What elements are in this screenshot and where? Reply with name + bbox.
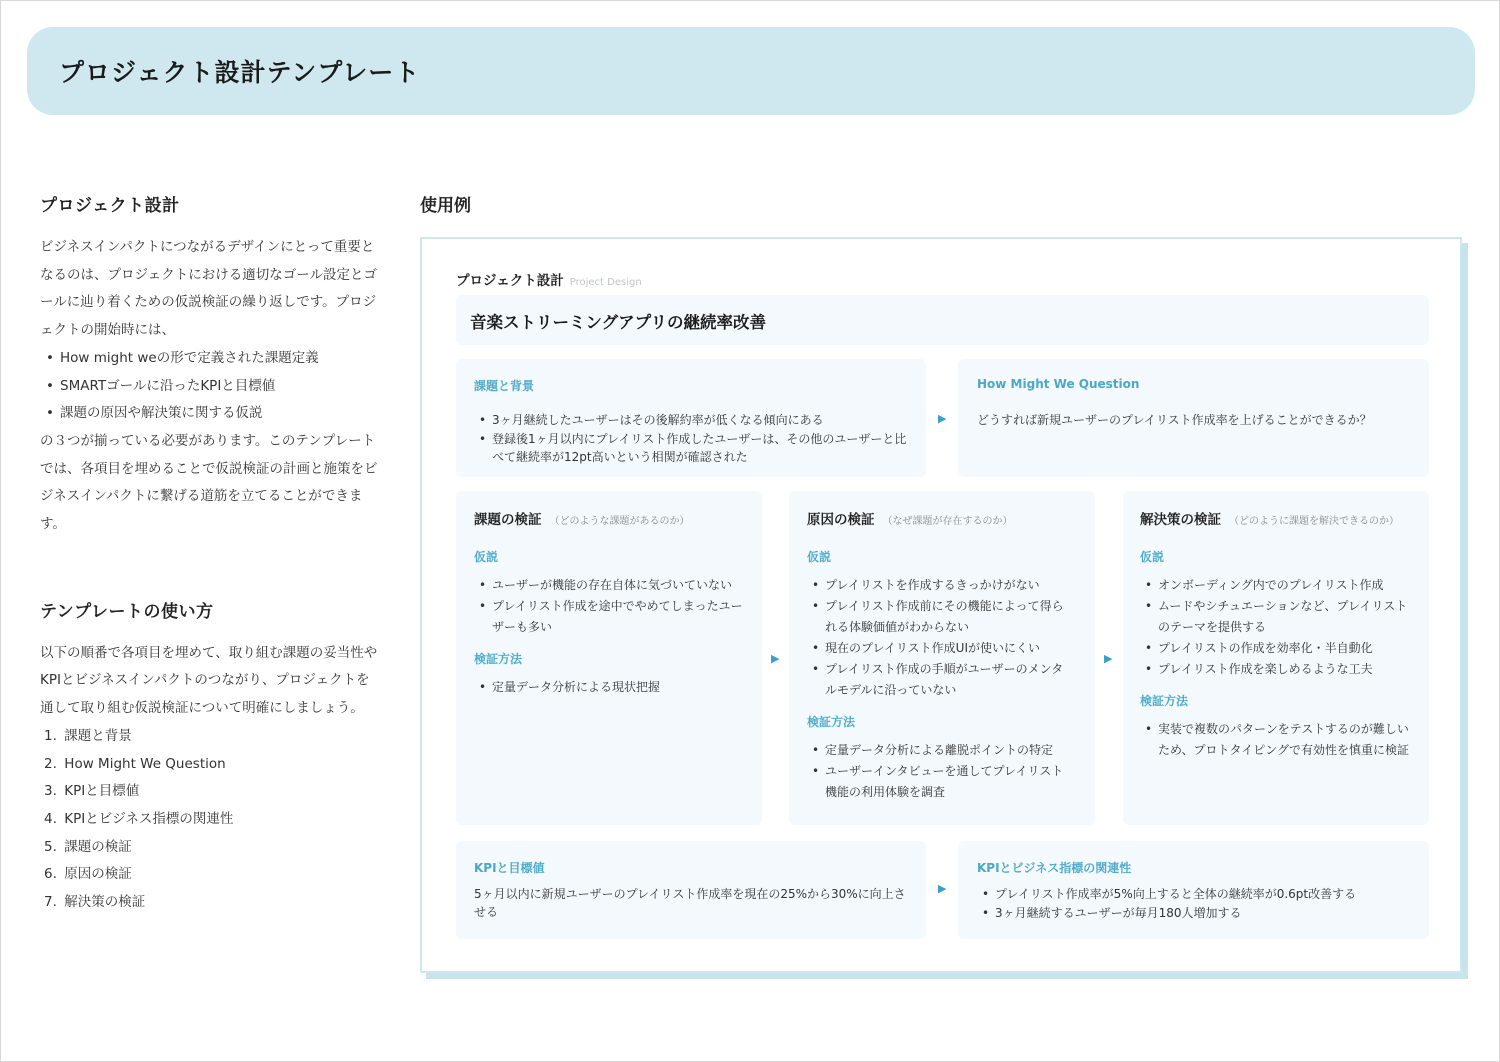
background-label: 課題と背景 xyxy=(474,379,535,393)
kpi-business-label: KPIとビジネス指標の関連性 xyxy=(977,861,1132,875)
problem-box xyxy=(456,491,762,825)
list-item: • 現在のプレイリスト作成UIが使いにくい xyxy=(807,638,1075,659)
step-item: 7. 解決策の検証 xyxy=(44,894,146,911)
solution-title: 解決策の検証 （どのように課題を解決できるのか） xyxy=(1140,512,1399,528)
card-title-ja: プロジェクト設計 xyxy=(456,273,564,289)
list-item: • オンボーディング内でのプレイリスト作成 xyxy=(1140,575,1410,596)
problem-method-list xyxy=(474,677,746,698)
step-item: 6. 原因の検証 xyxy=(44,866,132,883)
kpi-text: 5ヶ月以内に新規ユーザーのプレイリスト作成率を現在の25%から30%に向上させる xyxy=(474,887,906,919)
section-title-project-design: プロジェクト設計 xyxy=(40,196,180,216)
list-item: • 定量データ分析による離脱ポイントの特定 xyxy=(807,740,1075,761)
kpi-box xyxy=(456,841,926,939)
list-item: • プレイリスト作成を途中でやめてしまったユーザーも多い xyxy=(474,596,746,638)
list-item: • ユーザーが機能の存在自体に気づいていない xyxy=(474,575,746,596)
list-item: • プレイリストを作成するきっかけがない xyxy=(807,575,1075,596)
solution-method-label: 検証方法 xyxy=(1140,694,1189,708)
step-item: 4. KPIとビジネス指標の関連性 xyxy=(44,810,234,827)
hmw-label: How Might We Question xyxy=(977,377,1140,391)
solution-method-list xyxy=(1140,719,1410,761)
description-column xyxy=(40,191,380,917)
list-item: • How might weの形で定義された課題定義 xyxy=(40,345,380,373)
list-item: • プレイリスト作成の手順がユーザーのメンタルモデルに沿っていない xyxy=(807,659,1075,701)
list-item: • ムードやシチュエーションなど、プレイリストのテーマを提供する xyxy=(1140,596,1410,638)
cause-box xyxy=(789,491,1095,825)
cause-hypothesis-list xyxy=(807,575,1075,701)
list-item: • 3ヶ月継続するユーザーが毎月180人増加する xyxy=(977,904,1417,923)
arrow-right-icon: ▶ xyxy=(938,882,947,895)
list-item: • プレイリストの作成を効率化・半自動化 xyxy=(1140,638,1410,659)
steps-list xyxy=(40,723,380,917)
step-item: 3. KPIと目標値 xyxy=(44,783,140,800)
problem-hypothesis-list xyxy=(474,575,746,638)
step-item: 1. 課題と背景 xyxy=(44,727,132,744)
list-item: • ユーザーインタビューを通してプレイリスト機能の利用体験を調査 xyxy=(807,761,1075,803)
background-box xyxy=(456,359,926,477)
list-item: • 課題の原因や解決策に関する仮説 xyxy=(40,400,380,428)
howto-text: 以下の順番で各項目を埋めて、取り組む課題の妥当性やKPIとビジネスインパクトのつながり、プロジェクトを通して取り組む仮説検証について明確にしましょう。 xyxy=(40,644,378,717)
solution-box xyxy=(1123,491,1429,825)
arrow-right-icon: ▶ xyxy=(938,412,947,425)
cause-title: 原因の検証 （なぜ課題が存在するのか） xyxy=(807,512,1013,528)
step-item: 5. 課題の検証 xyxy=(44,838,132,855)
section-title-example: 使用例 xyxy=(420,196,471,216)
cause-method-label: 検証方法 xyxy=(807,715,856,729)
page-title: プロジェクト設計テンプレート xyxy=(59,58,421,87)
list-item: • プレイリスト作成を楽しめるような工夫 xyxy=(1140,659,1410,680)
arrow-right-icon: ▶ xyxy=(1104,652,1113,665)
cause-hypothesis-label: 仮説 xyxy=(807,550,832,564)
project-title: 音楽ストリーミングアプリの継続率改善 xyxy=(470,313,767,332)
problem-hypothesis-label: 仮説 xyxy=(474,550,499,564)
kpi-label: KPIと目標値 xyxy=(474,861,545,875)
card-title-en: Project Design xyxy=(569,277,642,288)
list-item: • プレイリスト作成前にその機能によって得られる体験価値がわからない xyxy=(807,596,1075,638)
list-item: • 定量データ分析による現状把握 xyxy=(474,677,746,698)
list-item: • 実装で複数のパターンをテストするのが難しいため、プロトタイピングで有効性を慎重に検証 xyxy=(1140,719,1410,761)
outro-text: の３つが揃っている必要があります。このテンプレートでは、各項目を埋めることで仮説検証の計画と施策をビジネスインパクトに繋げる道筋を立てることができます。 xyxy=(40,432,378,533)
list-item: • プレイリスト作成率が5%向上すると全体の継続率が0.6pt改善する xyxy=(977,885,1417,904)
hmw-box xyxy=(958,359,1429,477)
cause-method-list xyxy=(807,740,1075,803)
card-heading xyxy=(456,269,642,289)
example-card xyxy=(420,237,1462,973)
arrow-right-icon: ▶ xyxy=(771,652,780,665)
list-item: • 登録後1ヶ月以内にプレイリスト作成したユーザーは、その他のユーザーと比べて継続率が12pt高いという相関が確認された xyxy=(474,430,914,467)
problem-title: 課題の検証 （どのような課題があるのか） xyxy=(474,512,690,528)
solution-hypothesis-label: 仮説 xyxy=(1140,550,1165,564)
kpi-business-list xyxy=(977,885,1417,922)
project-title-box xyxy=(456,295,1429,345)
section-title-howto: テンプレートの使い方 xyxy=(40,601,214,622)
problem-method-label: 検証方法 xyxy=(474,652,523,666)
kpi-business-box xyxy=(958,841,1429,939)
hmw-text: どうすれば新規ユーザーのプレイリスト作成率を上げることができるか？ xyxy=(977,413,1372,427)
list-item: • SMARTゴールに沿ったKPIと目標値 xyxy=(40,373,380,401)
solution-hypothesis-list xyxy=(1140,575,1410,680)
requirement-list xyxy=(40,345,380,428)
list-item: • 3ヶ月継続したユーザーはその後解約率が低くなる傾向にある xyxy=(474,411,914,430)
background-list xyxy=(474,411,914,467)
header-bar xyxy=(27,27,1475,115)
step-item: 2. How Might We Question xyxy=(44,755,226,772)
intro-text: ビジネスインパクトにつながるデザインにとって重要となるのは、プロジェクトにおける適切なゴール設定とゴールに辿り着くための仮説検証の繰り返しです。プロジェクトの開始時には、 xyxy=(40,239,377,339)
